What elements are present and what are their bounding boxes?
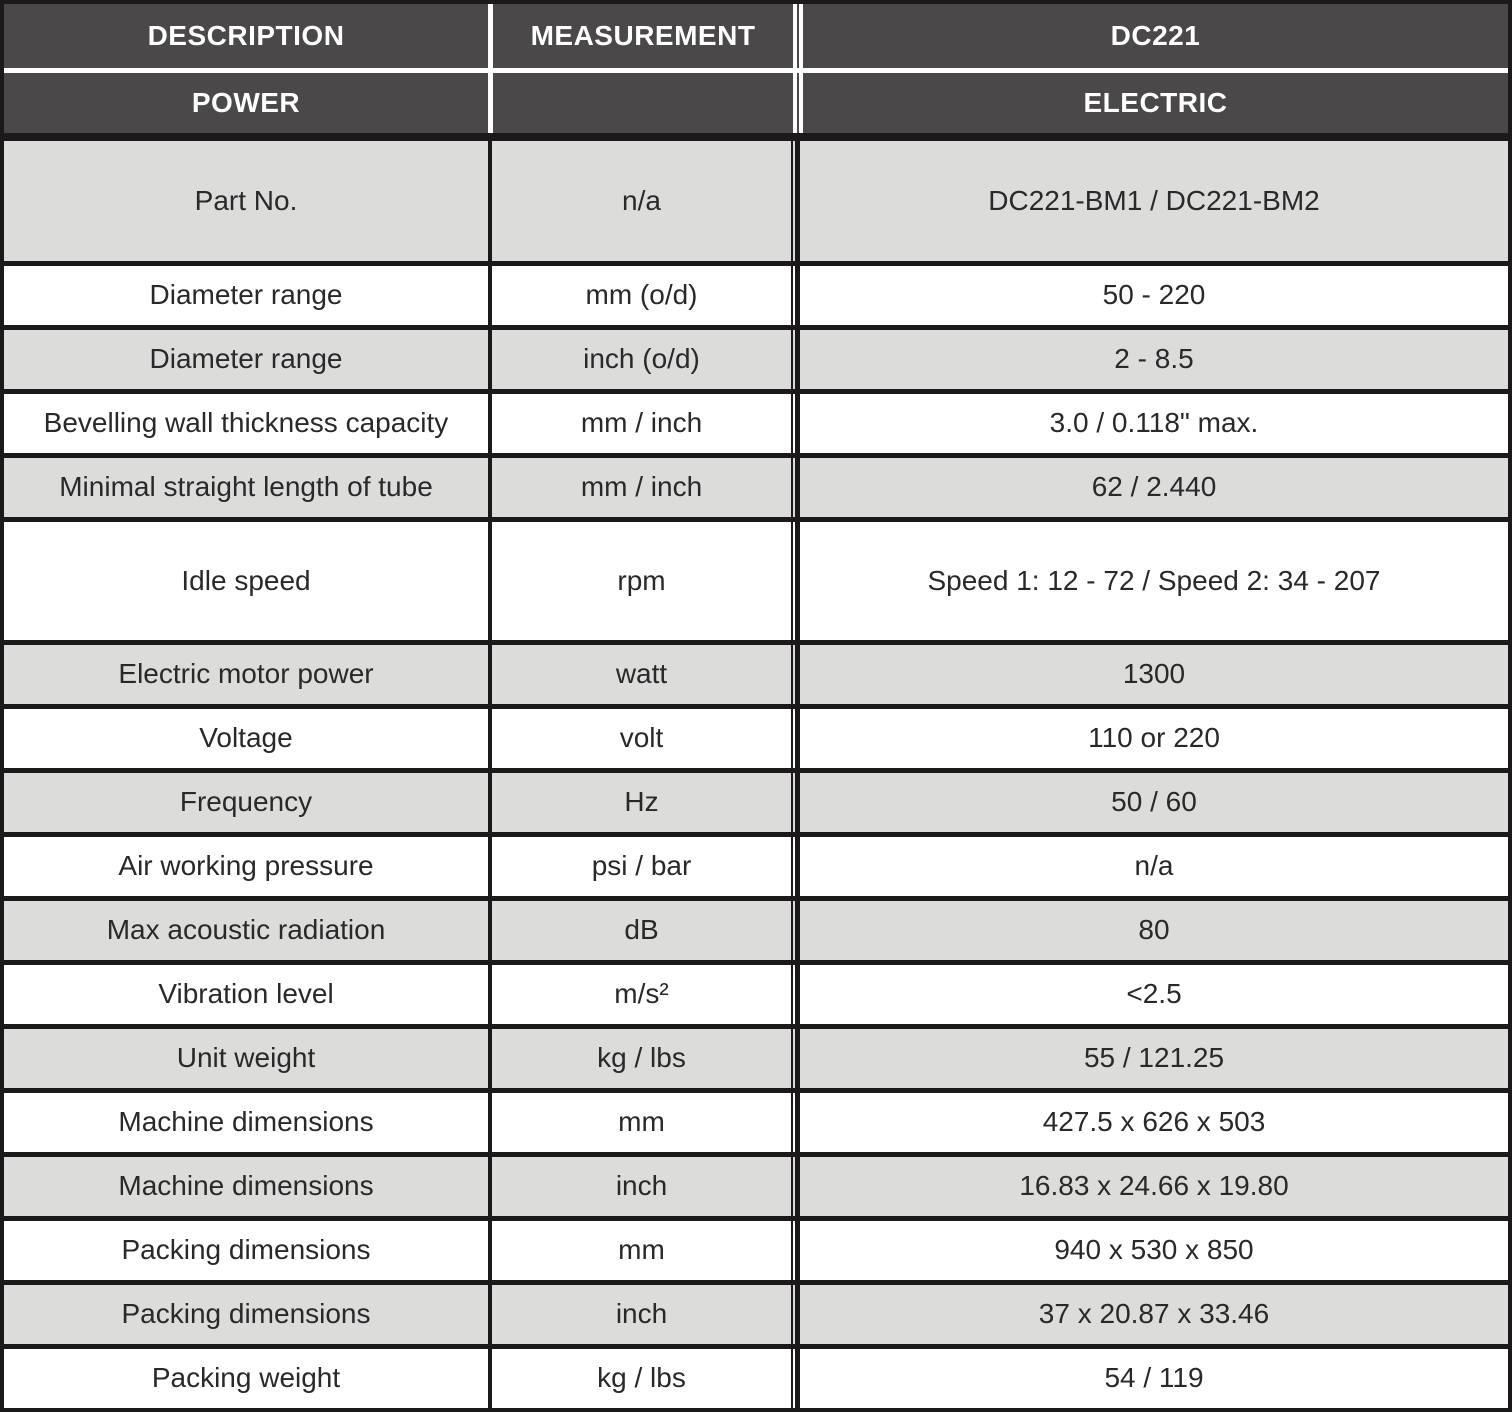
table-row bbox=[4, 1024, 1508, 1088]
cell-description: Machine dimensions bbox=[118, 1170, 374, 1202]
cell-description: Minimal straight length of tube bbox=[59, 471, 433, 503]
table-row bbox=[4, 133, 1508, 261]
table-row bbox=[4, 832, 1508, 896]
cell-measurement: mm bbox=[488, 1221, 793, 1280]
cell-value: 62 / 2.440 bbox=[795, 458, 1508, 517]
cell-value: n/a bbox=[795, 837, 1508, 896]
header-model: DC221 bbox=[803, 4, 1508, 68]
cell-description: Packing weight bbox=[151, 1362, 341, 1394]
cell-measurement: n/a bbox=[488, 141, 793, 261]
table-row bbox=[4, 261, 1508, 325]
cell-value: 427.5 x 626 x 503 bbox=[795, 1093, 1508, 1152]
cell-measurement: watt bbox=[488, 645, 793, 704]
cell-description: Part No. bbox=[194, 184, 298, 216]
cell-value: 2 - 8.5 bbox=[795, 330, 1508, 389]
cell-measurement: rpm bbox=[488, 522, 793, 640]
header-measurement: MEASUREMENT bbox=[493, 4, 793, 68]
cell-measurement: inch bbox=[488, 1285, 793, 1344]
cell-value: 50 - 220 bbox=[795, 266, 1508, 325]
cell-value: 54 / 119 bbox=[795, 1349, 1508, 1408]
table-row bbox=[4, 453, 1508, 517]
table-subheader-row bbox=[4, 73, 1508, 133]
cell-measurement: kg / lbs bbox=[488, 1349, 793, 1408]
cell-value: 16.83 x 24.66 x 19.80 bbox=[795, 1157, 1508, 1216]
cell-value: 50 / 60 bbox=[795, 773, 1508, 832]
subheader-measurement-empty bbox=[493, 73, 793, 133]
cell-value: 940 x 530 x 850 bbox=[795, 1221, 1508, 1280]
cell-description: Electric motor power bbox=[118, 658, 374, 690]
cell-measurement: mm / inch bbox=[488, 394, 793, 453]
cell-description: Diameter range bbox=[149, 343, 343, 375]
cell-measurement: psi / bar bbox=[488, 837, 793, 896]
cell-value: <2.5 bbox=[795, 965, 1508, 1024]
cell-measurement: m/s² bbox=[488, 965, 793, 1024]
cell-measurement: mm (o/d) bbox=[488, 266, 793, 325]
table-row bbox=[4, 1152, 1508, 1216]
cell-description: Max acoustic radiation bbox=[106, 914, 386, 946]
table-header-row bbox=[4, 4, 1508, 68]
cell-description: Idle speed bbox=[181, 564, 311, 596]
subheader-category: POWER bbox=[4, 73, 488, 133]
table-row bbox=[4, 325, 1508, 389]
cell-description: Diameter range bbox=[149, 279, 343, 311]
cell-value: 110 or 220 bbox=[795, 709, 1508, 768]
cell-description: Air working pressure bbox=[118, 850, 374, 882]
cell-measurement: kg / lbs bbox=[488, 1029, 793, 1088]
cell-value: DC221-BM1 / DC221-BM2 bbox=[795, 141, 1508, 261]
cell-description: Voltage bbox=[199, 722, 293, 754]
header-description: DESCRIPTION bbox=[4, 4, 488, 68]
cell-description: Machine dimensions bbox=[118, 1106, 374, 1138]
cell-measurement: Hz bbox=[488, 773, 793, 832]
cell-value: 3.0 / 0.118" max. bbox=[795, 394, 1508, 453]
table-row bbox=[4, 704, 1508, 768]
table-row bbox=[4, 1280, 1508, 1344]
cell-description: Packing dimensions bbox=[121, 1234, 371, 1266]
cell-description: Frequency bbox=[179, 786, 313, 818]
table-row bbox=[4, 768, 1508, 832]
table-row bbox=[4, 640, 1508, 704]
cell-value: 80 bbox=[795, 901, 1508, 960]
cell-measurement: mm / inch bbox=[488, 458, 793, 517]
cell-description: Unit weight bbox=[176, 1042, 316, 1074]
cell-description: Bevelling wall thickness capacity bbox=[43, 407, 449, 439]
table-row bbox=[4, 1088, 1508, 1152]
table-row bbox=[4, 517, 1508, 640]
table-row bbox=[4, 389, 1508, 453]
cell-measurement: inch (o/d) bbox=[488, 330, 793, 389]
table-row bbox=[4, 1344, 1508, 1408]
cell-value: 1300 bbox=[795, 645, 1508, 704]
cell-measurement: dB bbox=[488, 901, 793, 960]
cell-measurement: volt bbox=[488, 709, 793, 768]
cell-measurement: inch bbox=[488, 1157, 793, 1216]
cell-description: Packing dimensions bbox=[121, 1298, 371, 1330]
cell-value: 37 x 20.87 x 33.46 bbox=[795, 1285, 1508, 1344]
cell-value: 55 / 121.25 bbox=[795, 1029, 1508, 1088]
subheader-power-type: ELECTRIC bbox=[803, 73, 1508, 133]
table-row bbox=[4, 1216, 1508, 1280]
table-row bbox=[4, 896, 1508, 960]
table-row bbox=[4, 960, 1508, 1024]
cell-description: Vibration level bbox=[158, 978, 334, 1010]
cell-measurement: mm bbox=[488, 1093, 793, 1152]
cell-value: Speed 1: 12 - 72 / Speed 2: 34 - 207 bbox=[795, 522, 1508, 640]
